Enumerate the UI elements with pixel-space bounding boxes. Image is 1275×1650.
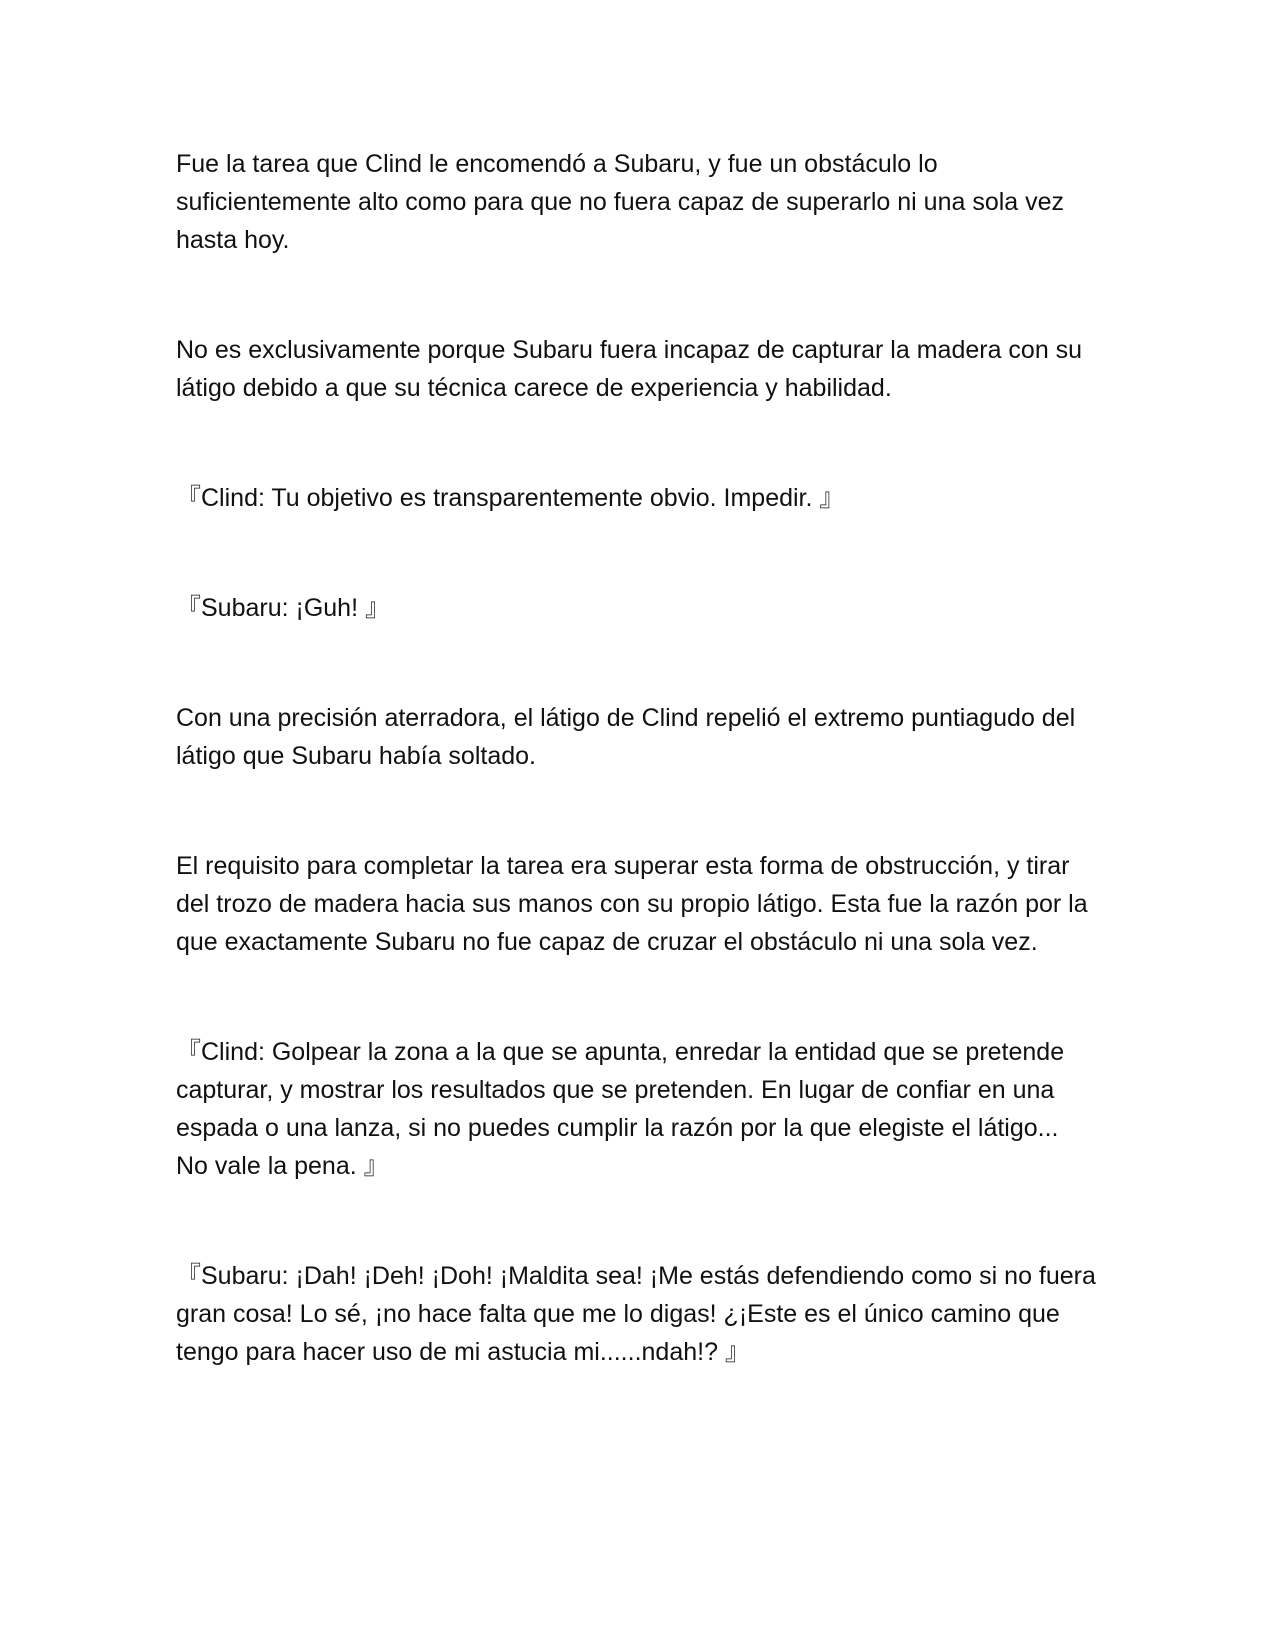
- paragraph-3: Con una precisión aterradora, el látigo de Clind repelió el extremo puntiagudo del látigo que Subaru había soltado.: [176, 704, 1076, 770]
- paragraph-2: No es exclusivamente porque Subaru fuera incapaz de capturar la madera con su látigo debido a que su técnica carece de experiencia y habilidad.: [176, 336, 1083, 402]
- paragraph-gap: [176, 775, 1096, 847]
- text-column: [176, 145, 1096, 1371]
- paragraph-gap: [176, 407, 1096, 479]
- paragraph-gap: [176, 1185, 1096, 1257]
- paragraph-4: El requisito para completar la tarea era superar esta forma de obstrucción, y tirar del trozo de madera hacia sus manos con su propio látigo. Esta fue la razón por la que exactamente Subaru no fue capaz de cruzar el obstáculo ni una sola vez.: [176, 852, 1088, 956]
- dialogue-subaru-1: 『Subaru: ¡Guh! 』: [176, 594, 390, 622]
- paragraph-gap: [176, 259, 1096, 331]
- dialogue-clind-1: 『Clind: Tu objetivo es transparentemente obvio. Impedir. 』: [176, 484, 845, 512]
- paragraph-gap: [176, 961, 1096, 1033]
- paragraph-gap: [176, 627, 1096, 699]
- dialogue-clind-2: 『Clind: Golpear la zona a la que se apunta, enredar la entidad que se pretende capturar, y mostrar los resultados que se pretenden. En lugar de confiar en una espada o una lanza, si no puedes cumplir la razón por la que elegiste el látigo... No vale la pena. 』: [176, 1038, 1065, 1180]
- dialogue-subaru-2: 『Subaru: ¡Dah! ¡Deh! ¡Doh! ¡Maldita sea! ¡Me estás defendiendo como si no fuera gran cosa! Lo sé, ¡no hace falta que me lo digas! ¿¡Este es el único camino que tengo para hacer uso de mi astucia mi......ndah!? 』: [176, 1262, 1096, 1366]
- paragraph-1: Fue la tarea que Clind le encomendó a Subaru, y fue un obstáculo lo suficientemente alto como para que no fuera capaz de superarlo ni una sola vez hasta hoy.: [176, 150, 1065, 254]
- paragraph-gap: [176, 517, 1096, 589]
